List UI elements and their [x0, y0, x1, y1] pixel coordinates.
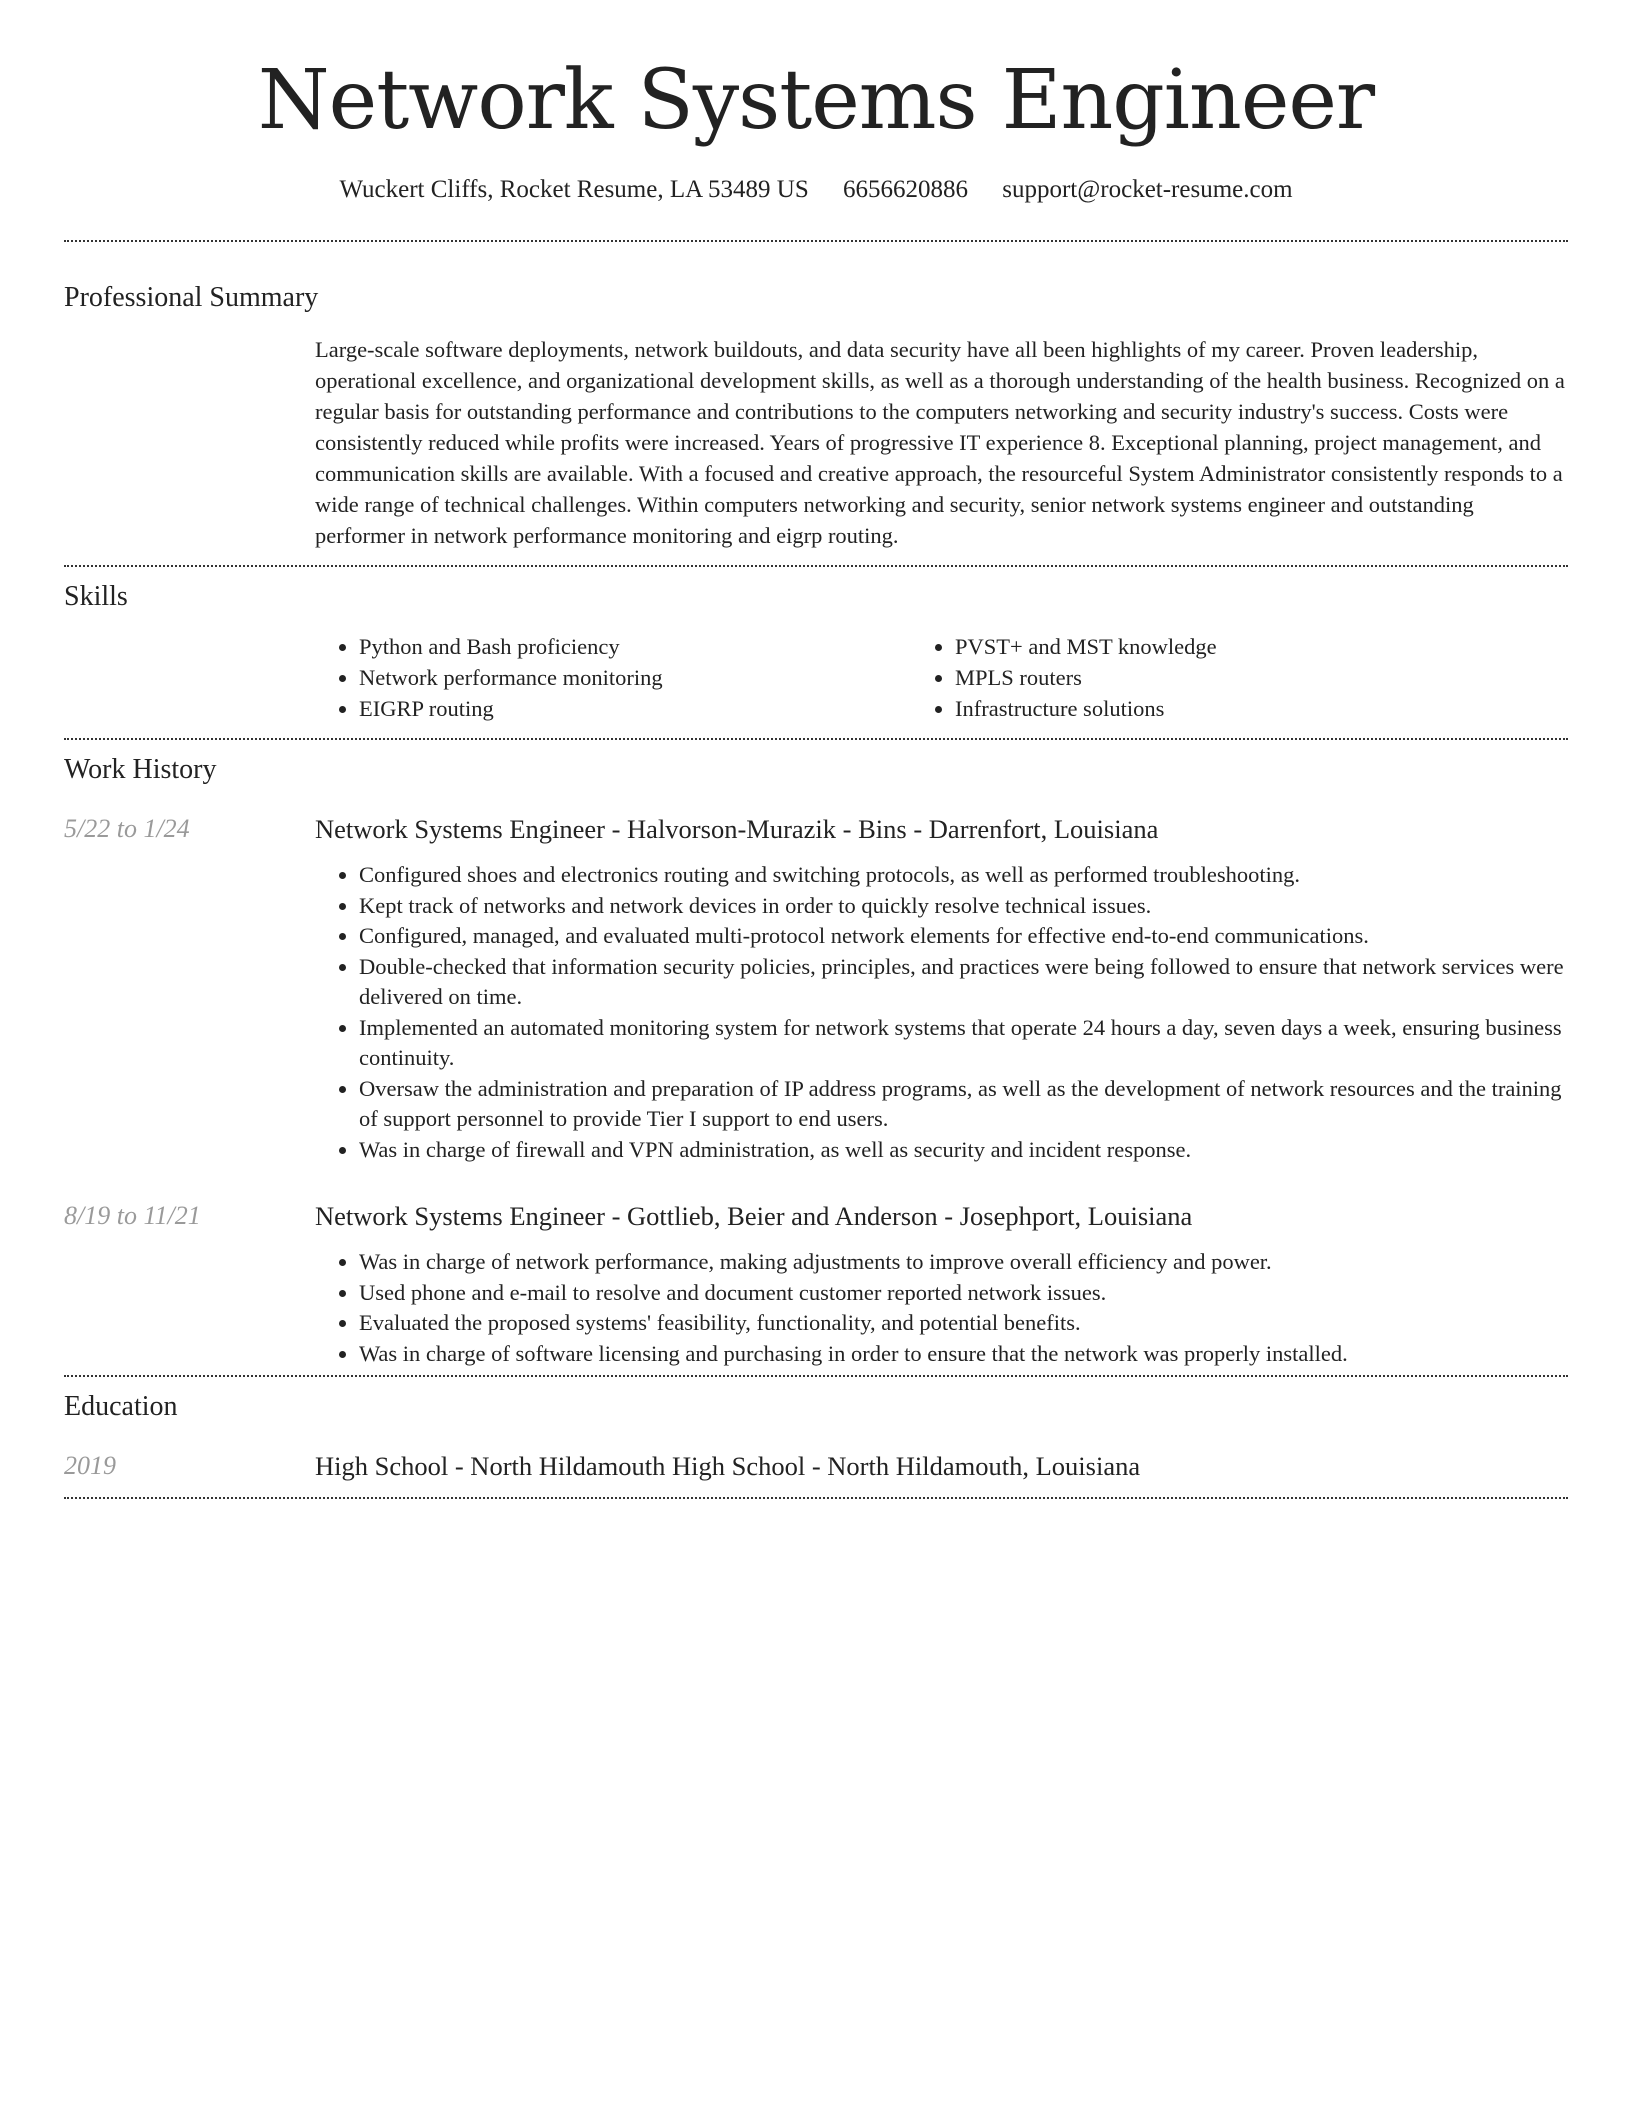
job-bullet-list — [315, 1247, 1568, 1369]
job-bullet: • Kept track of networks and network devices in order to quickly resolve technical issues. — [359, 891, 1568, 922]
skill-item: • Network performance monitoring — [359, 662, 931, 693]
job-bullet-list — [315, 860, 1568, 1165]
skills-column-right — [931, 631, 1547, 724]
skills-list — [315, 631, 1568, 738]
skill-item: • EIGRP routing — [359, 693, 931, 724]
contact-email[interactable]: support@rocket-resume.com — [1002, 176, 1293, 203]
education-year: 2019 — [64, 1451, 116, 1480]
skill-item: • PVST+ and MST knowledge — [955, 631, 1547, 662]
job-content — [315, 812, 1568, 1165]
education-entry — [64, 1449, 1568, 1497]
skill-item: • Python and Bash proficiency — [359, 631, 931, 662]
section-title-work-history: Work History — [64, 754, 217, 785]
section-title-summary: Professional Summary — [64, 282, 319, 313]
job-heading: Network Systems Engineer - Halvorson-Murazik - Bins - Darrenfort, Louisiana — [315, 814, 1159, 844]
section-title-education: Education — [64, 1391, 178, 1422]
job-entry — [64, 1199, 1568, 1369]
section-title-skills: Skills — [64, 581, 128, 612]
summary-text: Large-scale software deployments, network buildouts, and data security have all been highlights of my career. Proven leadership, operational excellence, and organizational development skills, as well as a thorough understanding of the health business. Recognized on a regular basis for outstanding performance and contributions to the computers networking and security industry's success. Costs were consistently reduced while profits were increased. Years of progressive IT experience 8. Exceptional planning, project management, and communication skills are available. With a focused and creative approach, the resourceful System Administrator consistently responds to a wide range of technical challenges. Within computers networking and security, senior network systems engineer and outstanding performer in network performance monitoring and eigrp routing. — [315, 337, 1565, 548]
skill-item: • MPLS routers — [955, 662, 1547, 693]
skills-column-left — [315, 631, 931, 724]
job-bullet: • Evaluated the proposed systems' feasibility, functionality, and potential benefits. — [359, 1308, 1568, 1339]
contact-phone: 6656620886 — [843, 176, 968, 203]
job-bullet: • Double-checked that information security policies, principles, and practices were being followed to ensure that network services were delivered on time. — [359, 952, 1568, 1013]
job-bullet: • Oversaw the administration and preparation of IP address programs, as well as the development of network resources and the training of support personnel to provide Tier I support to end users. — [359, 1074, 1568, 1135]
job-entry — [64, 812, 1568, 1165]
job-bullet: • Configured, managed, and evaluated multi-protocol network elements for effective end-to-end communications. — [359, 921, 1568, 952]
education-heading: High School - North Hildamouth High School - North Hildamouth, Louisiana — [315, 1451, 1141, 1481]
candidate-name: Network Systems Engineer — [257, 53, 1375, 148]
job-dates: 5/22 to 1/24 — [64, 814, 190, 843]
job-content — [315, 1199, 1568, 1369]
job-bullet: • Used phone and e-mail to resolve and document customer reported network issues. — [359, 1278, 1568, 1309]
job-bullet: • Was in charge of network performance, making adjustments to improve overall efficiency and power. — [359, 1247, 1568, 1278]
job-dates: 8/19 to 11/21 — [64, 1201, 201, 1230]
contact-line — [64, 176, 1568, 204]
job-bullet: • Was in charge of firewall and VPN administration, as well as security and incident response. — [359, 1135, 1568, 1166]
job-bullet: • Was in charge of software licensing and purchasing in order to ensure that the network was properly installed. — [359, 1339, 1568, 1370]
divider — [64, 1497, 1568, 1499]
job-bullet: • Implemented an automated monitoring system for network systems that operate 24 hours a day, seven days a week, ensuring business continuity. — [359, 1013, 1568, 1074]
job-bullet: • Configured shoes and electronics routing and switching protocols, as well as performed troubleshooting. — [359, 860, 1568, 891]
contact-address: Wuckert Cliffs, Rocket Resume, LA 53489 US — [339, 176, 809, 203]
job-heading: Network Systems Engineer - Gottlieb, Beier and Anderson - Josephport, Louisiana — [315, 1201, 1193, 1231]
skill-item: • Infrastructure solutions — [955, 693, 1547, 724]
